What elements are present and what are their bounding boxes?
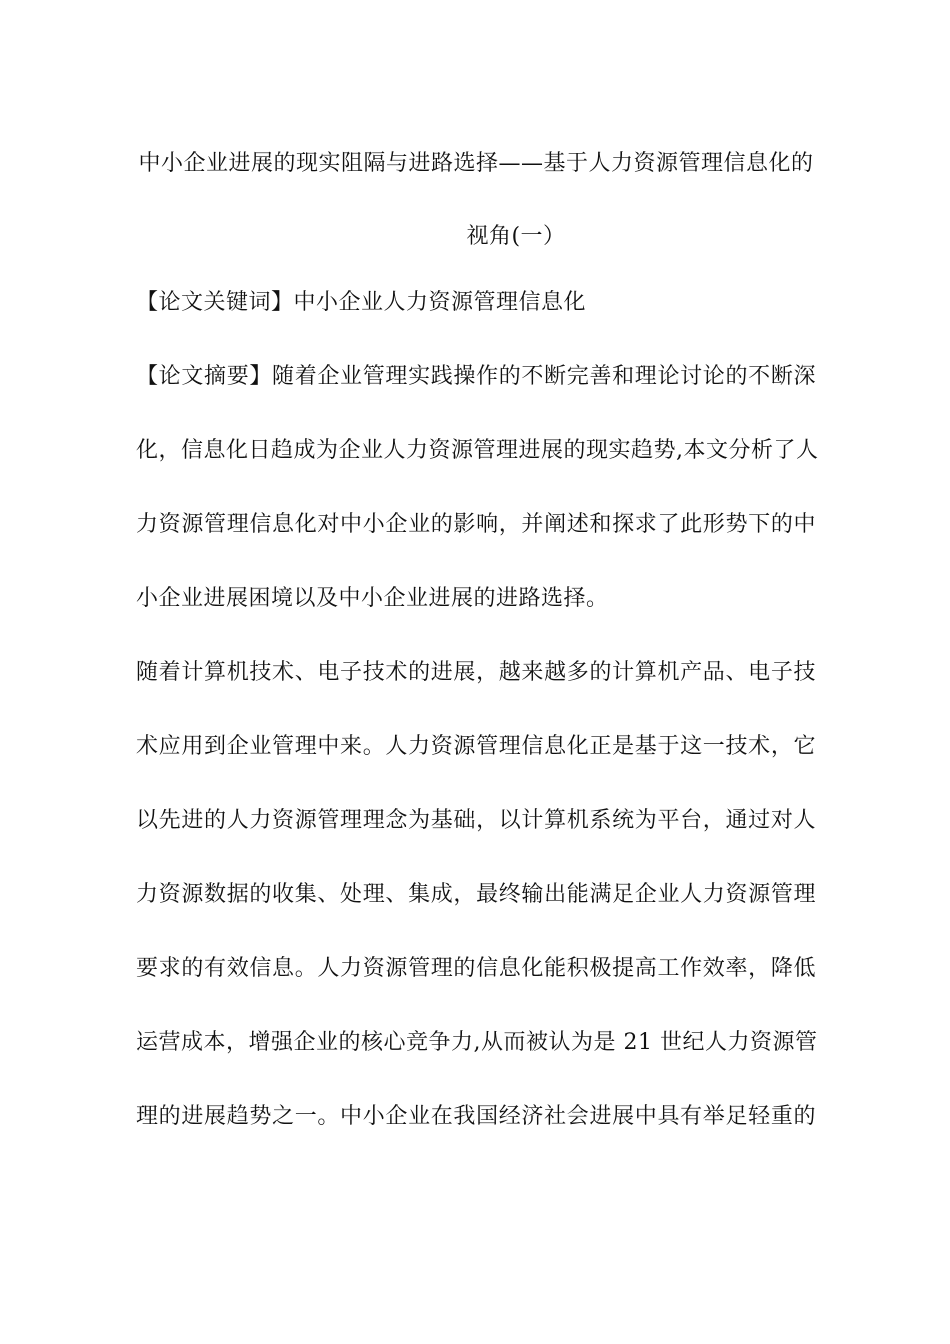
document-title-line-2: 视角(一） [466,224,566,249]
abstract-line: 【论文摘要】随着企业管理实践操作的不断完善和理论讨论的不断深 [136,364,816,389]
body-line: 要求的有效信息。人力资源管理的信息化能积极提高工作效率，降低 [136,956,816,981]
abstract-line: 力资源管理信息化对中小企业的影响，并阐述和探求了此形势下的中 [136,512,816,537]
abstract-line: 小企业进展困境以及中小企业进展的进路选择。 [136,586,609,611]
body-line: 力资源数据的收集、处理、集成，最终输出能满足企业人力资源管理 [136,882,816,907]
abstract-line: 化，信息化日趋成为企业人力资源管理进展的现实趋势,本文分析了人 [136,438,819,463]
body-line: 随着计算机技术、电子技术的进展，越来越多的计算机产品、电子技 [136,660,816,685]
body-line: 术应用到企业管理中来。人力资源管理信息化正是基于这一技术，它 [136,734,816,759]
body-line: 以先进的人力资源管理理念为基础，以计算机系统为平台，通过对人 [136,808,816,833]
keywords-line: 【论文关键词】中小企业人力资源管理信息化 [136,290,587,315]
body-line: 理的进展趋势之一。中小企业在我国经济社会进展中具有举足轻重的 [136,1104,816,1129]
document-title-line-1: 中小企业进展的现实阻隔与进路选择——基于人力资源管理信息化的 [138,151,814,176]
body-line: 运营成本，增强企业的核心竞争力,从而被认为是 21 世纪人力资源管 [136,1030,818,1055]
